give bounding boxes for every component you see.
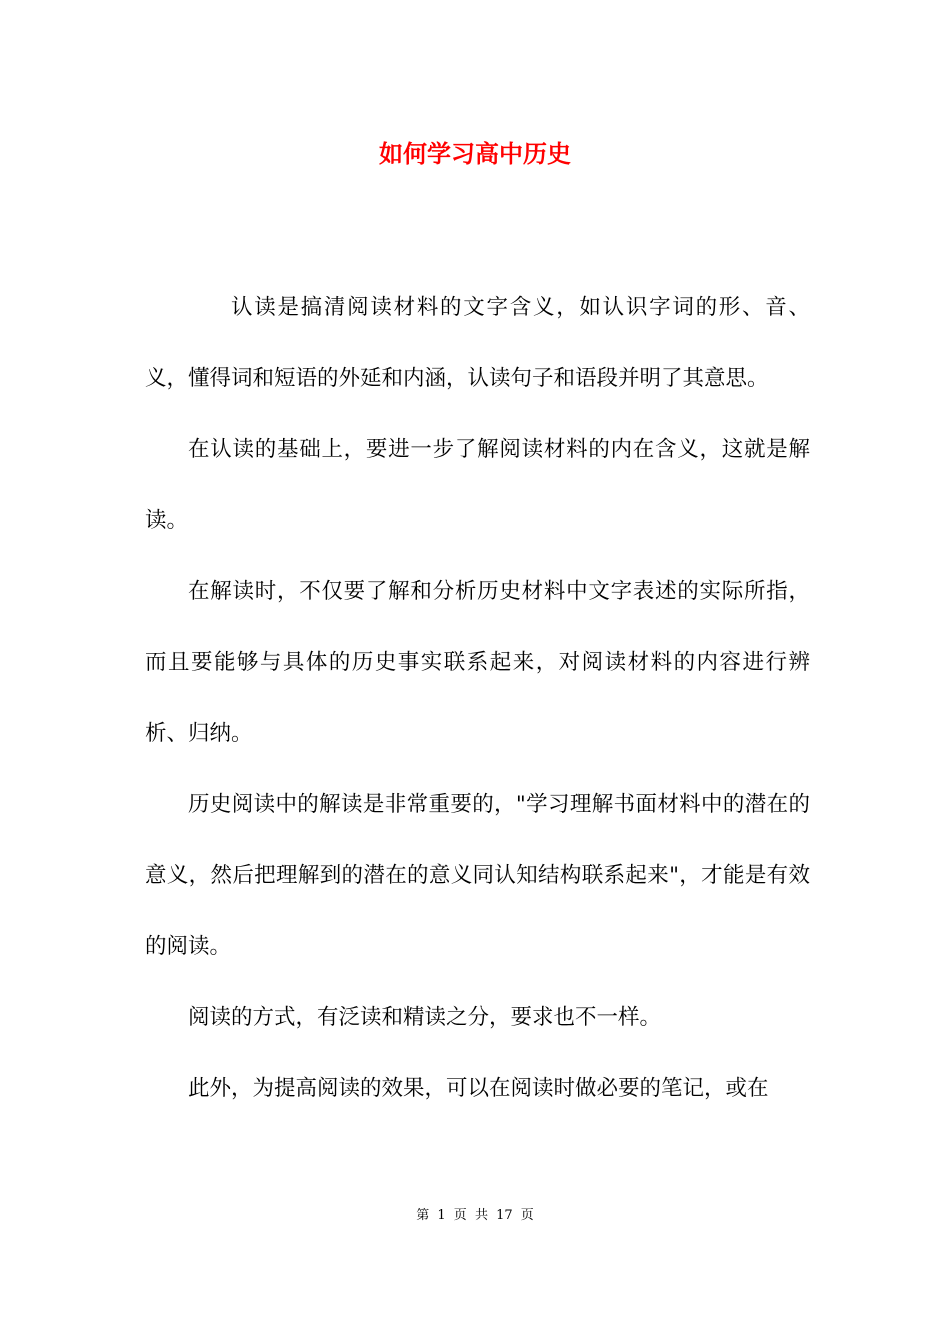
paragraph-3: 在解读时，不仅要了解和分析历史材料中文字表述的实际所指，而且要能够与具体的历史事实联系起来，对阅读材料的内容进行辨析、归纳。	[145, 579, 810, 746]
footer-total-pages: 17	[496, 1208, 513, 1223]
footer-prefix: 第	[416, 1208, 430, 1223]
paragraph-6: 此外，为提高阅读的效果，可以在阅读时做必要的笔记，或在	[188, 1076, 769, 1101]
footer-suffix: 页	[520, 1208, 534, 1223]
document-body	[145, 272, 810, 1124]
paragraph-1: 认读是搞清阅读材料的文字含义，如认识字词的形、音、义，懂得词和短语的外延和内涵，认读句子和语段并明了其意思。	[145, 295, 810, 391]
footer-current-page: 1	[437, 1208, 446, 1223]
paragraph-5: 阅读的方式，有泛读和精读之分，要求也不一样。	[188, 1005, 662, 1030]
document-title: 如何学习高中历史	[379, 139, 571, 168]
footer-page-unit: 页	[453, 1208, 467, 1223]
paragraph-4: 历史阅读中的解读是非常重要的，"学习理解书面材料中的潜在的意义，然后把理解到的潜在的意义同认知结构联系起来"，才能是有效的阅读。	[145, 792, 810, 959]
page-footer	[0, 1206, 950, 1226]
paragraph-2: 在认读的基础上，要进一步了解阅读材料的内在含义，这就是解读。	[145, 437, 810, 533]
footer-total-prefix: 共	[474, 1208, 488, 1223]
